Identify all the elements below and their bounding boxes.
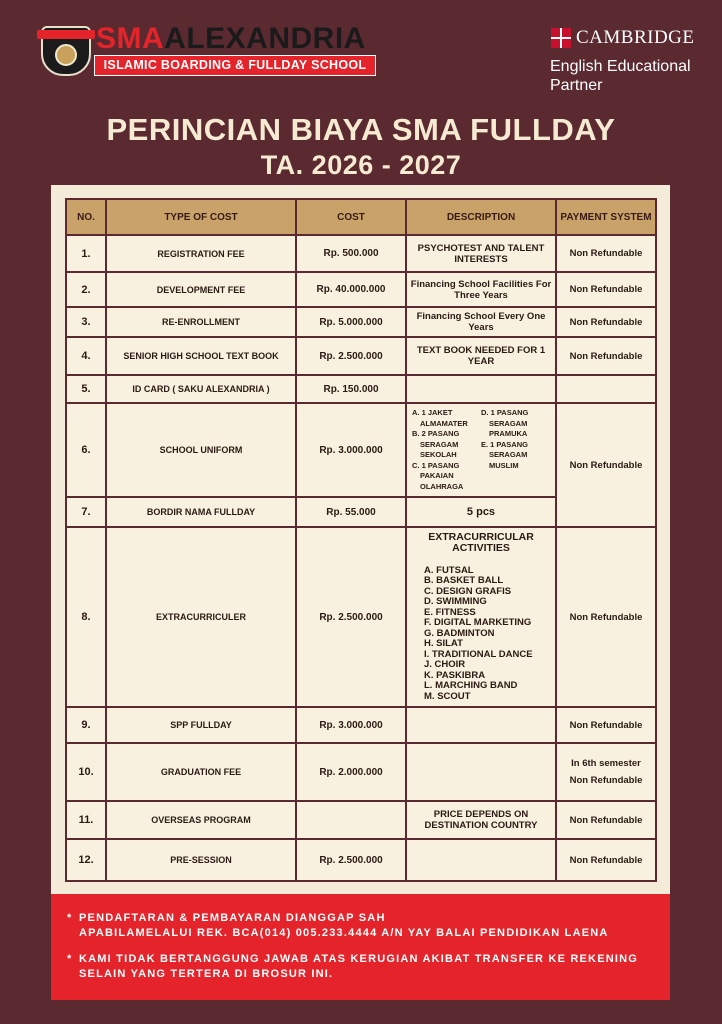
activity-item: E. FITNESS xyxy=(424,606,476,618)
activity-item: I. TRADITIONAL DANCE xyxy=(424,648,533,660)
uniform-item: ALMAMATER xyxy=(420,418,468,428)
row-payment: Non Refundable xyxy=(556,403,656,527)
row-no: 6. xyxy=(66,403,106,497)
table-row xyxy=(66,375,656,403)
uniform-item: C. 1 PASANG xyxy=(412,460,460,470)
row-description: TEXT BOOK NEEDED FOR 1 YEAR xyxy=(406,337,556,375)
notice-text: SELAIN YANG TERTERA DI BROSUR INI. xyxy=(79,968,334,980)
uniform-item: E. 1 PASANG xyxy=(481,439,528,449)
row-no: 3. xyxy=(66,307,106,337)
notice-item xyxy=(67,911,670,941)
header-cost: COST xyxy=(296,199,406,235)
logo-crest-icon xyxy=(55,44,77,66)
uniform-list-right xyxy=(481,408,550,492)
activity-item: M. SCOUT xyxy=(424,690,471,702)
partner-name: CAMBRIDGE xyxy=(576,27,695,48)
activity-item: G. BADMINTON xyxy=(424,627,495,639)
partner-line-2: Partner xyxy=(550,77,603,94)
header-payment: PAYMENT SYSTEM xyxy=(556,199,656,235)
payment-note: In 6th semester xyxy=(571,758,641,769)
activity-item: A. FUTSAL xyxy=(424,564,474,576)
row-cost: Rp. 5.000.000 xyxy=(296,307,406,337)
row-payment xyxy=(556,743,656,801)
row-payment: Non Refundable xyxy=(556,272,656,307)
table-row xyxy=(66,307,656,337)
row-type: PRE-SESSION xyxy=(106,839,296,881)
row-cost: Rp. 2.500.000 xyxy=(296,527,406,707)
notice-item xyxy=(67,952,670,982)
page-title: PERINCIAN BIAYA SMA FULLDAY xyxy=(106,112,616,147)
notice-text: APABILAMELALUI REK. BCA(014) 005.233.4444 A/N YAY BALAI PENDIDIKAN LAENA xyxy=(79,927,609,939)
activity-item: B. BASKET BALL xyxy=(424,575,504,587)
row-type: SPP FULLDAY xyxy=(106,707,296,743)
row-type: ID CARD ( SAKU ALEXANDRIA ) xyxy=(106,375,296,403)
table-header-row xyxy=(66,199,656,235)
row-no: 8. xyxy=(66,527,106,707)
row-description xyxy=(406,839,556,881)
uniform-item: B. 2 PASANG xyxy=(412,429,460,438)
notice-bullet: * xyxy=(67,953,73,965)
row-payment: Non Refundable xyxy=(556,235,656,272)
row-cost: Rp. 150.000 xyxy=(296,375,406,403)
table-row xyxy=(66,337,656,375)
row-type: REGISTRATION FEE xyxy=(106,235,296,272)
row-type: EXTRACURRICULER xyxy=(106,527,296,707)
row-payment: Non Refundable xyxy=(556,801,656,839)
uniform-list xyxy=(410,408,552,492)
row-no: 9. xyxy=(66,707,106,743)
partner-line-1: English Educational xyxy=(550,58,691,75)
row-description xyxy=(406,403,556,497)
uniform-item: SERAGAM SEKOLAH xyxy=(420,439,459,459)
school-logo xyxy=(41,26,91,76)
row-no: 12. xyxy=(66,839,106,881)
row-no: 2. xyxy=(66,272,106,307)
uniform-list-left xyxy=(412,408,481,492)
row-cost: Rp. 2.000.000 xyxy=(296,743,406,801)
row-type: GRADUATION FEE xyxy=(106,743,296,801)
row-description: Financing School Facilities For Three Years xyxy=(406,272,556,307)
uniform-item: SERAGAM PRAMUKA xyxy=(489,418,528,438)
payment-status: Non Refundable xyxy=(569,775,643,786)
row-description: 5 pcs xyxy=(406,497,556,527)
notice-text: PENDAFTARAN & PEMBAYARAN DIANGGAP SAH xyxy=(79,912,386,924)
row-no: 5. xyxy=(66,375,106,403)
row-cost: Rp. 55.000 xyxy=(296,497,406,527)
activity-item: H. SILAT xyxy=(424,638,463,650)
row-payment: Non Refundable xyxy=(556,307,656,337)
table-row xyxy=(66,527,656,707)
row-type: RE-ENROLLMENT xyxy=(106,307,296,337)
table-row xyxy=(66,743,656,801)
activity-item: F. DIGITAL MARKETING xyxy=(424,617,532,629)
school-name-alexandria: ALEXANDRIA xyxy=(164,22,366,55)
row-description xyxy=(406,375,556,403)
school-subtitle: ISLAMIC BOARDING & FULLDAY SCHOOL xyxy=(94,55,376,76)
extracurricular-list xyxy=(410,566,552,703)
partner-description xyxy=(550,57,710,95)
logo-ribbon xyxy=(37,30,95,39)
row-description: PSYCHOTEST AND TALENT INTERESTS xyxy=(406,235,556,272)
activity-item: C. DESIGN GRAFIS xyxy=(424,585,512,597)
uniform-item: SERAGAM MUSLIM xyxy=(489,450,528,470)
cambridge-shield-icon xyxy=(551,28,571,48)
notice-text: KAMI TIDAK BERTANGGUNG JAWAB ATAS KERUGIAN AKIBAT TRANSFER KE REKENING xyxy=(79,953,639,965)
row-description xyxy=(406,707,556,743)
notice-box xyxy=(51,894,670,1000)
header-no: NO. xyxy=(66,199,106,235)
row-description xyxy=(406,527,556,707)
row-cost xyxy=(296,801,406,839)
row-payment: Non Refundable xyxy=(556,839,656,881)
row-payment xyxy=(556,375,656,403)
table-row xyxy=(66,801,656,839)
table-row xyxy=(66,839,656,881)
row-cost: Rp. 40.000.000 xyxy=(296,272,406,307)
row-cost: Rp. 3.000.000 xyxy=(296,403,406,497)
row-no: 7. xyxy=(66,497,106,527)
row-description: Financing School Every One Years xyxy=(406,307,556,337)
cost-table xyxy=(65,198,657,882)
row-description: PRICE DEPENDS ON DESTINATION COUNTRY xyxy=(406,801,556,839)
row-cost: Rp. 2.500.000 xyxy=(296,839,406,881)
row-cost: Rp. 2.500.000 xyxy=(296,337,406,375)
row-no: 11. xyxy=(66,801,106,839)
row-type: OVERSEAS PROGRAM xyxy=(106,801,296,839)
table-row xyxy=(66,707,656,743)
row-no: 1. xyxy=(66,235,106,272)
notice-bullet: * xyxy=(67,912,73,924)
row-no: 10. xyxy=(66,743,106,801)
table-row xyxy=(66,403,656,497)
uniform-item: PAKAIAN OLAHRAGA xyxy=(420,471,464,491)
uniform-item: A. 1 JAKET xyxy=(412,408,453,417)
row-type: SENIOR HIGH SCHOOL TEXT BOOK xyxy=(106,337,296,375)
academic-year: TA. 2026 - 2027 xyxy=(260,150,462,180)
activity-item: J. CHOIR xyxy=(424,659,466,671)
row-cost: Rp. 3.000.000 xyxy=(296,707,406,743)
table-row xyxy=(66,272,656,307)
header-type: TYPE OF COST xyxy=(106,199,296,235)
row-payment: Non Refundable xyxy=(556,707,656,743)
extracurricular-title: EXTRACURRICULAR ACTIVITIES xyxy=(428,530,534,554)
table-row xyxy=(66,235,656,272)
row-cost: Rp. 500.000 xyxy=(296,235,406,272)
uniform-item: D. 1 PASANG xyxy=(481,408,529,417)
activity-item: L. MARCHING BAND xyxy=(424,680,518,692)
activity-item: K. PASKIBRA xyxy=(424,669,486,681)
row-type: SCHOOL UNIFORM xyxy=(106,403,296,497)
row-payment: Non Refundable xyxy=(556,337,656,375)
row-type: DEVELOPMENT FEE xyxy=(106,272,296,307)
school-name xyxy=(96,23,366,55)
row-no: 4. xyxy=(66,337,106,375)
school-name-sma: SMA xyxy=(96,22,165,55)
activity-item: D. SWIMMING xyxy=(424,596,487,608)
row-type: BORDIR NAMA FULLDAY xyxy=(106,497,296,527)
row-description xyxy=(406,743,556,801)
row-payment: Non Refundable xyxy=(556,527,656,707)
header-description: DESCRIPTION xyxy=(406,199,556,235)
